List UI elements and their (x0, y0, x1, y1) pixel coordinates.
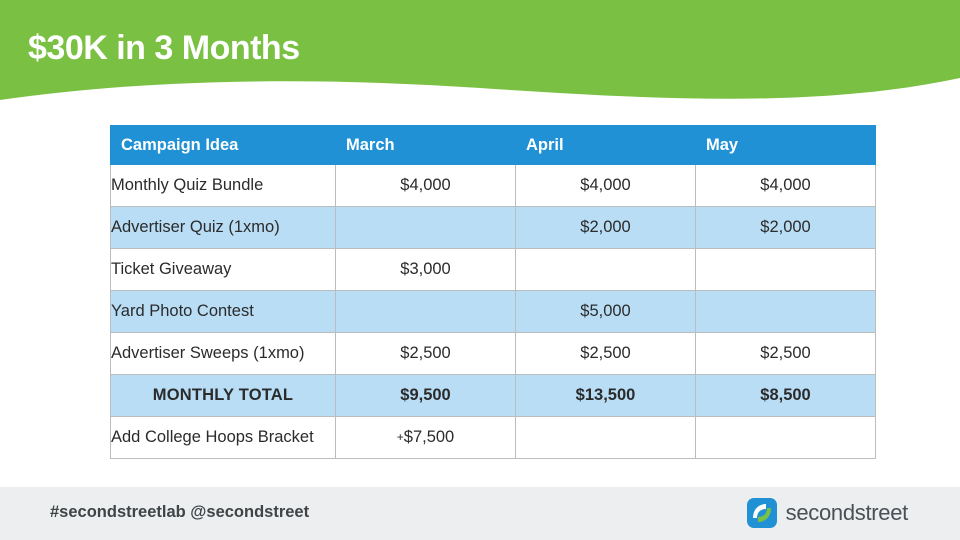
cell-march: $3,000 (336, 249, 516, 291)
table-header (111, 126, 876, 165)
table-row-total (111, 375, 876, 417)
cell-april (516, 249, 696, 291)
cell-april: $4,000 (516, 165, 696, 207)
cell-may: $2,500 (696, 333, 876, 375)
table-row (111, 291, 876, 333)
column-header-april: April (516, 126, 696, 165)
cell-campaign-idea: Monthly Quiz Bundle (111, 165, 336, 207)
cell-march (336, 207, 516, 249)
cell-total-april: $13,500 (516, 375, 696, 417)
cell-may (696, 417, 876, 459)
table-row (111, 249, 876, 291)
column-header-march: March (336, 126, 516, 165)
cell-may: $2,000 (696, 207, 876, 249)
table-row (111, 333, 876, 375)
column-header-campaign-idea: Campaign Idea (111, 126, 336, 165)
campaign-table (110, 125, 876, 459)
cell-total-label: MONTHLY TOTAL (111, 375, 336, 417)
cell-march: +$7,500 (336, 417, 516, 459)
secondstreet-logo-icon (747, 498, 777, 528)
secondstreet-logo (747, 498, 908, 528)
cell-campaign-idea: Ticket Giveaway (111, 249, 336, 291)
cell-may: $4,000 (696, 165, 876, 207)
cell-may (696, 249, 876, 291)
cell-march: $4,000 (336, 165, 516, 207)
table-body (111, 165, 876, 459)
table-header-row (111, 126, 876, 165)
cell-march: $2,500 (336, 333, 516, 375)
cell-april: $5,000 (516, 291, 696, 333)
cell-campaign-idea: Yard Photo Contest (111, 291, 336, 333)
cell-total-march: $9,500 (336, 375, 516, 417)
table-row (111, 165, 876, 207)
cell-total-may: $8,500 (696, 375, 876, 417)
cell-april: $2,000 (516, 207, 696, 249)
footer-bar (0, 487, 960, 540)
footer-hashtags: #secondstreetlab @secondstreet (50, 503, 310, 521)
cell-campaign-idea: Advertiser Sweeps (1xmo) (111, 333, 336, 375)
cell-campaign-idea: Advertiser Quiz (1xmo) (111, 207, 336, 249)
cell-march (336, 291, 516, 333)
cell-april (516, 417, 696, 459)
table-row (111, 207, 876, 249)
page-title: $30K in 3 Months (28, 29, 300, 67)
swoosh-icon (751, 502, 773, 524)
cell-may (696, 291, 876, 333)
column-header-may: May (696, 126, 876, 165)
cell-april: $2,500 (516, 333, 696, 375)
cell-campaign-idea: Add College Hoops Bracket (111, 417, 336, 459)
table-row (111, 417, 876, 459)
secondstreet-logo-text: secondstreet (785, 500, 908, 525)
campaign-table-container (110, 125, 875, 459)
